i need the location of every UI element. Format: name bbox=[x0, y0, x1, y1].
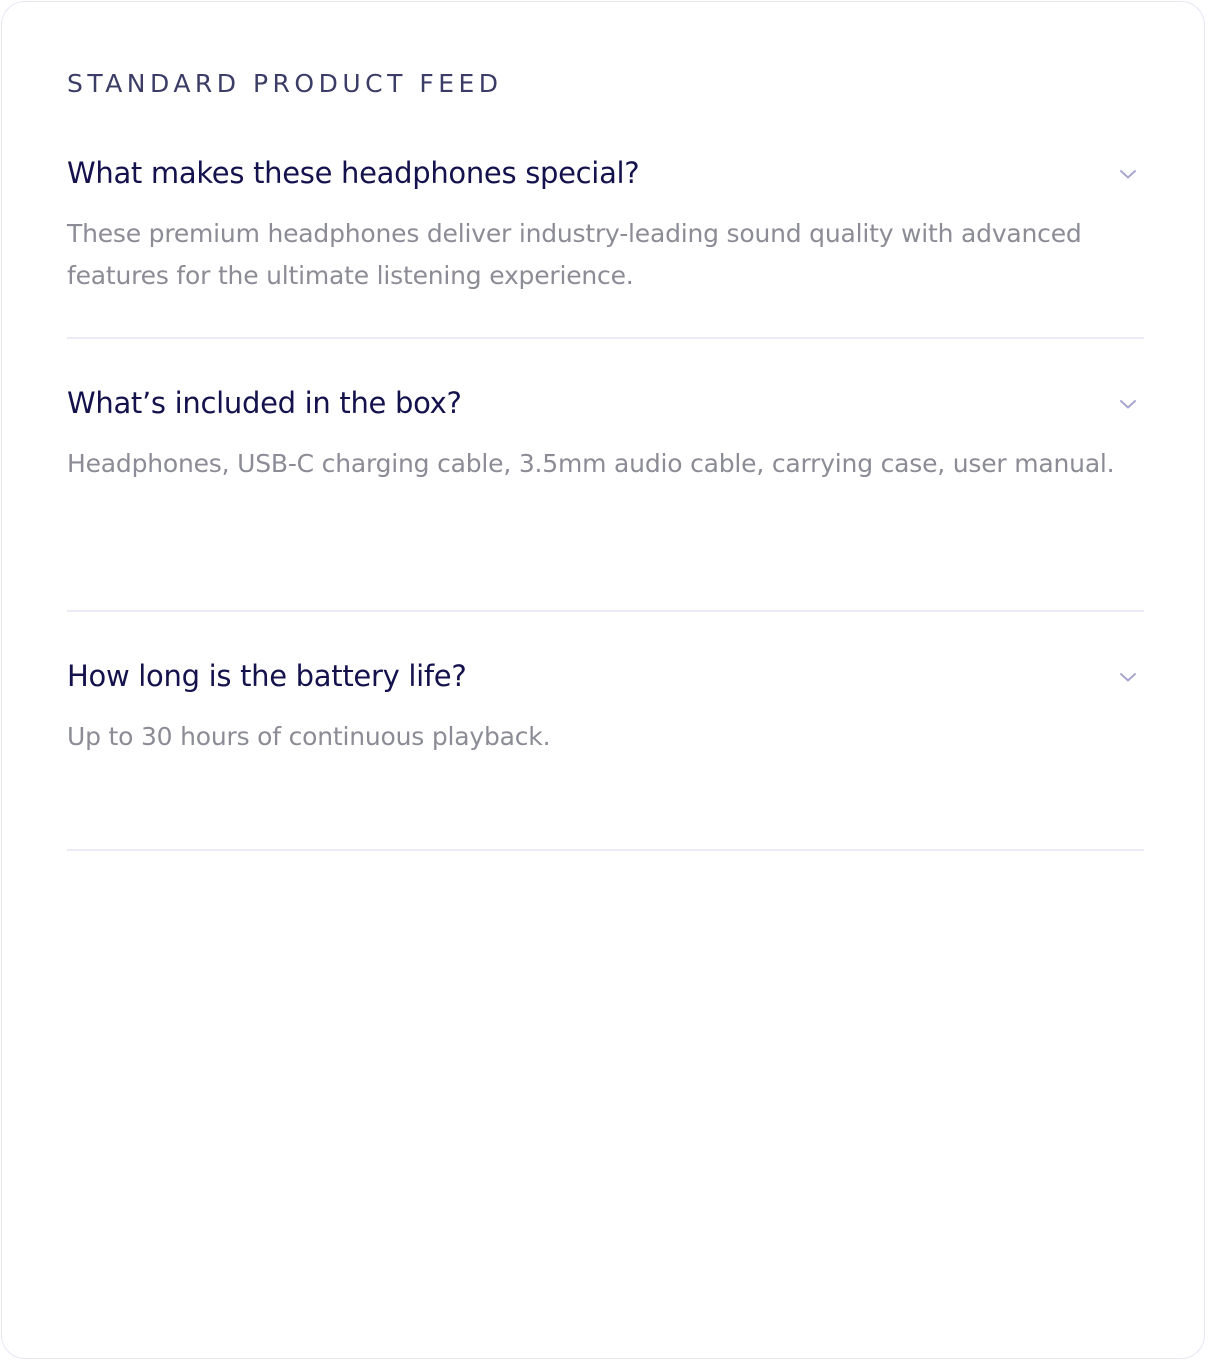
faq-question[interactable]: What makes these headphones special? bbox=[67, 156, 640, 190]
faq-item bbox=[67, 655, 1144, 851]
faq-answer: Up to 30 hours of continuous playback. bbox=[67, 722, 551, 751]
faq-question[interactable]: How long is the battery life? bbox=[67, 659, 467, 693]
faq-card bbox=[1, 1, 1205, 1359]
chevron-down-icon[interactable] bbox=[1116, 162, 1140, 186]
chevron-down-icon[interactable] bbox=[1116, 665, 1140, 689]
faq-item bbox=[67, 382, 1144, 612]
chevron-down-icon[interactable] bbox=[1116, 392, 1140, 416]
faq-question[interactable]: What’s included in the box? bbox=[67, 386, 462, 420]
section-title: STANDARD PRODUCT FEED bbox=[67, 69, 503, 98]
faq-answer: Headphones, USB-C charging cable, 3.5mm audio cable, carrying case, user manual. bbox=[67, 449, 1115, 478]
faq-answer: These premium headphones deliver industry-leading sound quality with advanced features for the ultimate listening experience. bbox=[67, 219, 1082, 290]
faq-item bbox=[67, 152, 1144, 339]
faq-list bbox=[67, 152, 1144, 851]
